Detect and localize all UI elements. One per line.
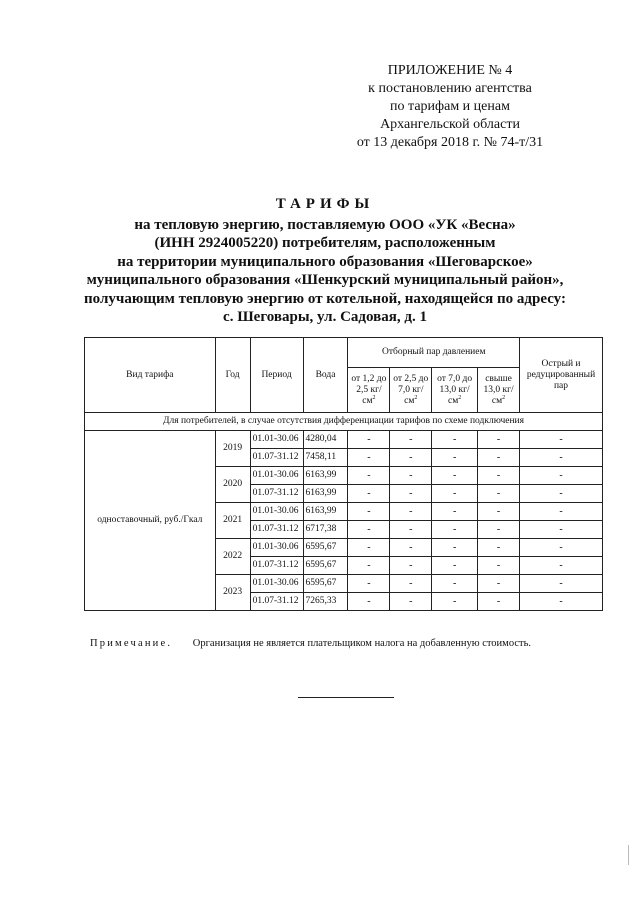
period-cell: 01.07-31.12 bbox=[250, 449, 303, 467]
header-steam-group: Отборный пар давлением bbox=[348, 338, 520, 368]
period-cell: 01.07-31.12 bbox=[250, 485, 303, 503]
empty-value-cell: - bbox=[432, 485, 478, 503]
empty-value-cell: - bbox=[478, 485, 520, 503]
period-cell: 01.07-31.12 bbox=[250, 593, 303, 611]
header-period: Период bbox=[250, 338, 303, 413]
empty-value-cell: - bbox=[478, 575, 520, 593]
appendix-block bbox=[300, 62, 600, 152]
water-value-cell: 7458,11 bbox=[303, 449, 348, 467]
title-line: (ИНН 2924005220) потребителям, расположенным bbox=[154, 235, 496, 251]
table-body bbox=[85, 431, 603, 611]
appendix-line: Архангельской области bbox=[380, 117, 520, 132]
empty-value-cell: - bbox=[390, 575, 432, 593]
period-cell: 01.01-30.06 bbox=[250, 503, 303, 521]
title-heading: ТАРИФЫ bbox=[275, 196, 375, 212]
water-value-cell: 6163,99 bbox=[303, 485, 348, 503]
period-cell: 01.01-30.06 bbox=[250, 467, 303, 485]
empty-value-cell: - bbox=[390, 431, 432, 449]
year-cell: 2022 bbox=[215, 539, 250, 575]
title-line: получающим тепловую энергию от котельной, находящейся по адресу: bbox=[84, 290, 566, 307]
empty-value-cell: - bbox=[348, 449, 390, 467]
empty-value-cell: - bbox=[348, 467, 390, 485]
water-value-cell: 6163,99 bbox=[303, 503, 348, 521]
title-line: на территории муниципального образования «Шеговарское» bbox=[117, 253, 533, 270]
empty-value-cell: - bbox=[348, 575, 390, 593]
empty-value-cell: - bbox=[478, 431, 520, 449]
appendix-date: от 13 декабря 2018 г. № 74-т/31 bbox=[356, 135, 544, 150]
empty-value-cell: - bbox=[390, 485, 432, 503]
appendix-line: к постановлению агентства bbox=[368, 81, 532, 96]
empty-value-cell: - bbox=[390, 449, 432, 467]
period-cell: 01.01-30.06 bbox=[250, 575, 303, 593]
empty-value-cell: - bbox=[520, 467, 603, 485]
year-cell: 2023 bbox=[215, 575, 250, 611]
empty-value-cell: - bbox=[520, 431, 603, 449]
empty-value-cell: - bbox=[478, 521, 520, 539]
water-value-cell: 6595,67 bbox=[303, 539, 348, 557]
water-value-cell: 6595,67 bbox=[303, 575, 348, 593]
empty-value-cell: - bbox=[432, 593, 478, 611]
empty-value-cell: - bbox=[432, 449, 478, 467]
empty-value-cell: - bbox=[390, 593, 432, 611]
header-steam-4: свыше 13,0 $кг/см^2$ bbox=[478, 368, 520, 413]
empty-value-cell: - bbox=[390, 557, 432, 575]
empty-value-cell: - bbox=[348, 593, 390, 611]
title-address: с. Шеговары, ул. Садовая, д. 1 bbox=[223, 309, 427, 325]
water-value-cell: 7265,33 bbox=[303, 593, 348, 611]
empty-value-cell: - bbox=[348, 521, 390, 539]
tariff-table bbox=[84, 337, 603, 611]
period-cell: 01.01-30.06 bbox=[250, 431, 303, 449]
empty-value-cell: - bbox=[390, 503, 432, 521]
scan-margin-mark bbox=[628, 845, 629, 865]
empty-value-cell: - bbox=[432, 521, 478, 539]
tariff-name-cell: одноставочный, руб./Гкал bbox=[85, 431, 216, 611]
header-steam-1: от 1,2 до 2,5 $кг/см^2$ bbox=[348, 368, 390, 413]
header-steam-2: от 2,5 до 7,0 $кг/см^2$ bbox=[390, 368, 432, 413]
header-water: Вода bbox=[303, 338, 348, 413]
title-line: на тепловую энергию, поставляемую ООО «УК «Весна» bbox=[134, 216, 516, 233]
period-cell: 01.07-31.12 bbox=[250, 557, 303, 575]
empty-value-cell: - bbox=[520, 575, 603, 593]
table-row bbox=[85, 431, 603, 449]
empty-value-cell: - bbox=[478, 467, 520, 485]
empty-value-cell: - bbox=[432, 557, 478, 575]
year-cell: 2021 bbox=[215, 503, 250, 539]
empty-value-cell: - bbox=[520, 557, 603, 575]
empty-value-cell: - bbox=[432, 575, 478, 593]
period-cell: 01.01-30.06 bbox=[250, 539, 303, 557]
empty-value-cell: - bbox=[432, 539, 478, 557]
empty-value-cell: - bbox=[520, 485, 603, 503]
note-label: Примечание. bbox=[90, 638, 173, 649]
empty-value-cell: - bbox=[432, 431, 478, 449]
empty-value-cell: - bbox=[478, 557, 520, 575]
empty-value-cell: - bbox=[348, 503, 390, 521]
empty-value-cell: - bbox=[478, 593, 520, 611]
water-value-cell: 6163,99 bbox=[303, 467, 348, 485]
empty-value-cell: - bbox=[520, 539, 603, 557]
divider-line bbox=[298, 697, 394, 698]
title-line: муниципального образования «Шенкурский муниципальный район», bbox=[86, 272, 564, 288]
appendix-number: ПРИЛОЖЕНИЕ № 4 bbox=[387, 63, 513, 78]
note bbox=[90, 638, 610, 649]
empty-value-cell: - bbox=[432, 503, 478, 521]
header-sharp-steam: Острый и редуцированный пар bbox=[520, 338, 603, 413]
header-steam-3: от 7,0 до 13,0 $кг/см^2$ bbox=[432, 368, 478, 413]
note-text: Организация не является плательщиком налога на добавленную стоимость. bbox=[192, 638, 531, 649]
empty-value-cell: - bbox=[520, 449, 603, 467]
empty-value-cell: - bbox=[478, 449, 520, 467]
appendix-line: по тарифам и ценам bbox=[390, 99, 510, 114]
empty-value-cell: - bbox=[520, 521, 603, 539]
empty-value-cell: - bbox=[520, 593, 603, 611]
consumers-row: Для потребителей, в случае отсутствия дифференциации тарифов по схеме подключения bbox=[85, 413, 603, 431]
year-cell: 2020 bbox=[215, 467, 250, 503]
header-tariff-type: Вид тарифа bbox=[85, 338, 216, 413]
year-cell: 2019 bbox=[215, 431, 250, 467]
header-year: Год bbox=[215, 338, 250, 413]
empty-value-cell: - bbox=[390, 467, 432, 485]
empty-value-cell: - bbox=[390, 539, 432, 557]
empty-value-cell: - bbox=[478, 503, 520, 521]
empty-value-cell: - bbox=[478, 539, 520, 557]
empty-value-cell: - bbox=[390, 521, 432, 539]
period-cell: 01.07-31.12 bbox=[250, 521, 303, 539]
document-title bbox=[60, 195, 590, 327]
empty-value-cell: - bbox=[348, 485, 390, 503]
water-value-cell: 6595,67 bbox=[303, 557, 348, 575]
empty-value-cell: - bbox=[432, 467, 478, 485]
water-value-cell: 6717,38 bbox=[303, 521, 348, 539]
empty-value-cell: - bbox=[520, 503, 603, 521]
empty-value-cell: - bbox=[348, 431, 390, 449]
empty-value-cell: - bbox=[348, 557, 390, 575]
water-value-cell: 4280,04 bbox=[303, 431, 348, 449]
empty-value-cell: - bbox=[348, 539, 390, 557]
